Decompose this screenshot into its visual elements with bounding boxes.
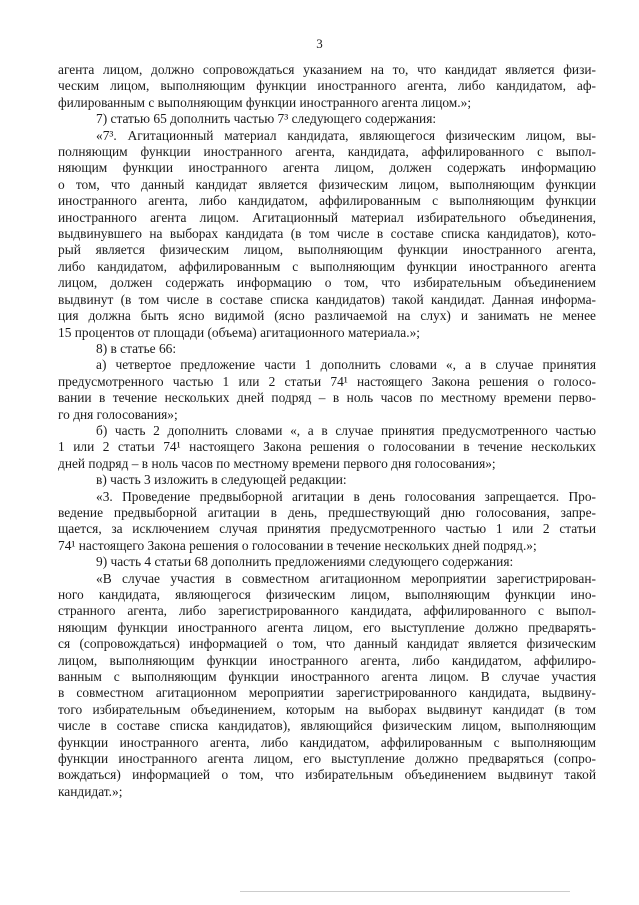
text-line: ческим лицом, выполняющим функции иностранного агента, либо кандидатом, аф-: [58, 78, 596, 94]
text-line: 74¹ настоящего Закона решения о голосовании в течение нескольких дней подряд.»;: [58, 537, 537, 553]
paragraph: [58, 554, 596, 570]
text-line: 1 или 2 статьи 74¹ настоящего Закона решения о голосовании в течение нескольких: [58, 439, 596, 455]
text-line: в совместном агитационном мероприятии зарегистрированного кандидата, выдвину-: [58, 685, 596, 701]
text-line: «3. Проведение предвыборной агитации в день голосования запрещается. Про-: [96, 488, 596, 504]
text-line: ванным с выполняющим функции иностранного агента лицом. В случае участия: [58, 669, 596, 685]
paragraph: [58, 128, 596, 341]
text-line: предусмотренного частью 1 или 2 статьи 74¹ настоящего Закона решения о голосо-: [58, 373, 596, 389]
text-line: филированным с выполняющим функции иностранного агента лицом.»;: [58, 94, 472, 110]
text-line: няющим функции иностранного агента лицом, его выступление должно предварять-: [58, 619, 596, 635]
text-line: 7) статью 65 дополнить частью 7³ следующего содержания:: [96, 111, 437, 127]
page-number: 3: [316, 36, 323, 51]
text-line: странного агента, либо зарегистрированного кандидата, аффилированного с выпол-: [58, 603, 596, 619]
text-line: ция должна быть ясно видимой (ясно различаемой на слух) и занимать не менее: [58, 308, 596, 324]
text-line: б) часть 2 дополнить словами «, а в случае принятия предусмотренного частью: [96, 422, 596, 438]
text-line: ведение предвыборной агитации в день, предшествующий дню голосования, запре-: [58, 504, 596, 520]
text-line: вождаться) информацией о том, что избирательным объединением выдвинут такой: [58, 767, 596, 783]
text-line: иностранного агента, либо кандидатом, аффилированным с выполняющим функции: [58, 193, 596, 209]
text-line: щается, за исключением случая принятия предусмотренного частью 1 или 2 статьи: [58, 521, 596, 537]
text-line: 9) часть 4 статьи 68 дополнить предложениями следующего содержания:: [96, 554, 514, 570]
text-line: го дня голосования»;: [58, 406, 178, 422]
paragraph: [58, 111, 596, 127]
text-line: дней подряд – в ноль часов по местному времени первого дня голосования»;: [58, 455, 496, 471]
text-line: няющим функции иностранного агента лицом, должен содержать информацию: [58, 160, 596, 176]
text-line: функции иностранного агента, либо кандидатом, аффилированным с выполняющим: [58, 734, 596, 750]
text-line: в) часть 3 изложить в следующей редакции:: [96, 472, 347, 488]
text-line: агента лицом, должно сопровождаться указанием на то, что кандидат является физи-: [58, 62, 596, 77]
text-line: о том, что данный кандидат является физическим лицом, выполняющим функции: [58, 176, 596, 192]
paragraph: [58, 571, 596, 801]
text-line: ся (сопровождаться) информацией о том, что данный кандидат является физическим: [58, 636, 596, 652]
text-line: выдвинувшего на выборах кандидата (в том числе в составе списка кандидатов), кото-: [58, 226, 596, 242]
text-line: лицом, выполняющим функции иностранного агента, либо кандидатом, аффилиро-: [58, 652, 596, 668]
paragraph: [58, 423, 596, 472]
text-line: лицом, должен содержать информацию о том, что избирательным объединением: [58, 275, 596, 291]
text-line: 15 процентов от площади (объема) агитационного материала.»;: [58, 324, 420, 340]
text-line: полняющим функции иностранного агента, кандидата, аффилированного с выпол-: [58, 144, 596, 160]
text-line: кандидат.»;: [58, 783, 123, 799]
text-line: «В случае участия в совместном агитационном мероприятии зарегистрирован-: [96, 570, 596, 586]
text-line: а) четвертое предложение части 1 дополнить словами «, а в случае принятия: [96, 357, 596, 373]
paragraph: [58, 489, 596, 555]
text-line: иностранного агента лицом. Агитационный материал избирательного объединения,: [58, 209, 596, 225]
text-line: числе в составе списка кандидатов), являющийся физическим лицом, выполняющим: [58, 718, 596, 734]
text-line: вании в течение нескольких дней подряд – в ноль часов по местному времени перво-: [58, 390, 596, 406]
text-line: того избирательным объединением, которым на выборах выдвинут кандидат (в том: [58, 701, 596, 717]
document-body: [58, 62, 596, 800]
footer-scan-rule: [240, 891, 570, 892]
text-line: ного кандидата, являющегося физическим лицом, выполняющим функции ино-: [58, 587, 596, 602]
text-line: «7³. Агитационный материал кандидата, являющегося физическим лицом, вы-: [96, 127, 596, 143]
paragraph: [58, 472, 596, 488]
paragraph: [58, 341, 596, 357]
paragraph: [58, 357, 596, 423]
text-line: функции иностранного агента лицом, его выступление должно предваряться (сопро-: [58, 751, 596, 767]
text-line: рый является физическим лицом, выполняющим функции иностранного агента,: [58, 242, 596, 258]
text-line: 8) в статье 66:: [96, 340, 177, 356]
text-line: либо кандидатом, аффилированным с выполняющим функции иностранного агента: [58, 258, 596, 274]
paragraph: [58, 62, 596, 111]
text-line: выдвинут (в том числе в составе списка кандидатов) такой кандидат. Данная информа-: [58, 291, 596, 307]
